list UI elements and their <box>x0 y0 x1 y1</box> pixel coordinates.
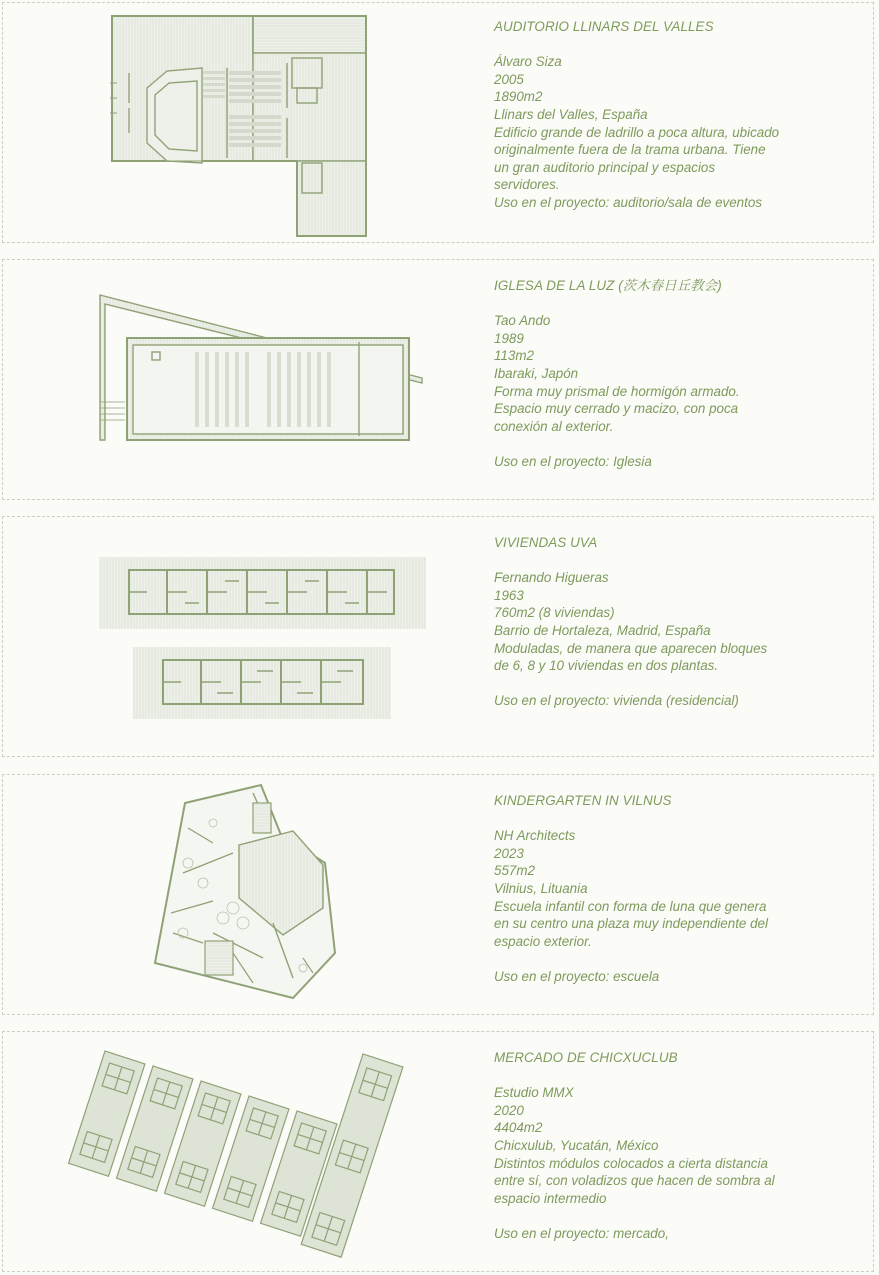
project-area: 4404m2 <box>494 1120 543 1136</box>
project-info <box>494 534 784 710</box>
project-description: Escuela infantil con forma de luna que genera en su centro una plaza muy independiente del espacio exterior. <box>494 898 772 949</box>
project-area: 1890m2 <box>494 89 543 105</box>
project-use: Uso en el proyecto: auditorio/sala de eventos <box>494 194 762 210</box>
project-card-mercado <box>2 1031 874 1272</box>
project-location: Chicxulub, Yucatán, México <box>494 1137 659 1153</box>
floor-plan-housing-icon <box>97 555 432 723</box>
project-use: Uso en el proyecto: escuela <box>494 968 660 984</box>
project-title: AUDITORIO LLINARS DEL VALLES <box>494 19 714 34</box>
project-description: Moduladas, de manera que aparecen bloques de 6, 8 y 10 viviendas en dos plantas. <box>494 640 771 674</box>
project-card-kindergarten <box>2 774 874 1015</box>
project-card-auditorio <box>2 2 874 243</box>
project-description: Forma muy prismal de hormigón armado. Espacio muy cerrado y macizo, con poca conexión al exterior. <box>494 383 744 434</box>
project-title: VIVIENDAS UVA <box>494 535 598 550</box>
project-area: 557m2 <box>494 863 535 879</box>
project-title: KINDERGARTEN IN VILNUS <box>494 793 672 808</box>
project-year: 2023 <box>494 845 524 861</box>
project-architect: Fernando Higueras <box>494 570 609 586</box>
project-area: 760m2 (8 viviendas) <box>494 605 615 621</box>
project-location: Llinars del Valles, España <box>494 106 648 122</box>
project-year: 2005 <box>494 71 524 87</box>
project-architect: Álvaro Siza <box>494 54 562 70</box>
project-description: Distintos módulos colocados a cierta distancia entre sí, con voladizos que hacen de sombra al espacio intermedio <box>494 1155 779 1206</box>
project-info <box>494 1049 784 1243</box>
project-location: Ibaraki, Japón <box>494 365 579 381</box>
project-use: Uso en el proyecto: mercado, <box>494 1225 669 1241</box>
project-architect: NH Architects <box>494 828 576 844</box>
project-title: IGLESA DE LA LUZ (茨木春日丘教会) <box>494 278 722 293</box>
project-location: Vilnius, Lituania <box>494 880 588 896</box>
project-location: Barrio de Hortaleza, Madrid, España <box>494 622 711 638</box>
project-area: 113m2 <box>494 348 534 364</box>
project-info <box>494 277 784 471</box>
project-card-viviendas <box>2 516 874 757</box>
project-info <box>494 792 784 986</box>
project-description: Edificio grande de ladrillo a poca altura, ubicado originalmente fuera de la trama urbana. Tiene un gran auditorio principal y espacios servidores. <box>494 124 783 193</box>
project-use: Uso en el proyecto: vivienda (residencial) <box>494 693 739 709</box>
project-architect: Estudio MMX <box>494 1085 574 1101</box>
floor-plan-market-icon <box>65 1046 410 1260</box>
floor-plan-church-icon <box>97 290 427 450</box>
project-year: 1989 <box>494 330 524 346</box>
floor-plan-auditorium-icon <box>107 13 372 239</box>
floor-plan-kindergarten-icon <box>153 783 343 1005</box>
project-title: MERCADO DE CHICXUCLUB <box>494 1050 678 1065</box>
project-year: 2020 <box>494 1102 524 1118</box>
project-info <box>494 18 784 212</box>
project-architect: Tao Ando <box>494 313 551 329</box>
project-year: 1963 <box>494 587 524 603</box>
project-use: Uso en el proyecto: Iglesia <box>494 453 652 469</box>
project-card-iglesia <box>2 259 874 500</box>
